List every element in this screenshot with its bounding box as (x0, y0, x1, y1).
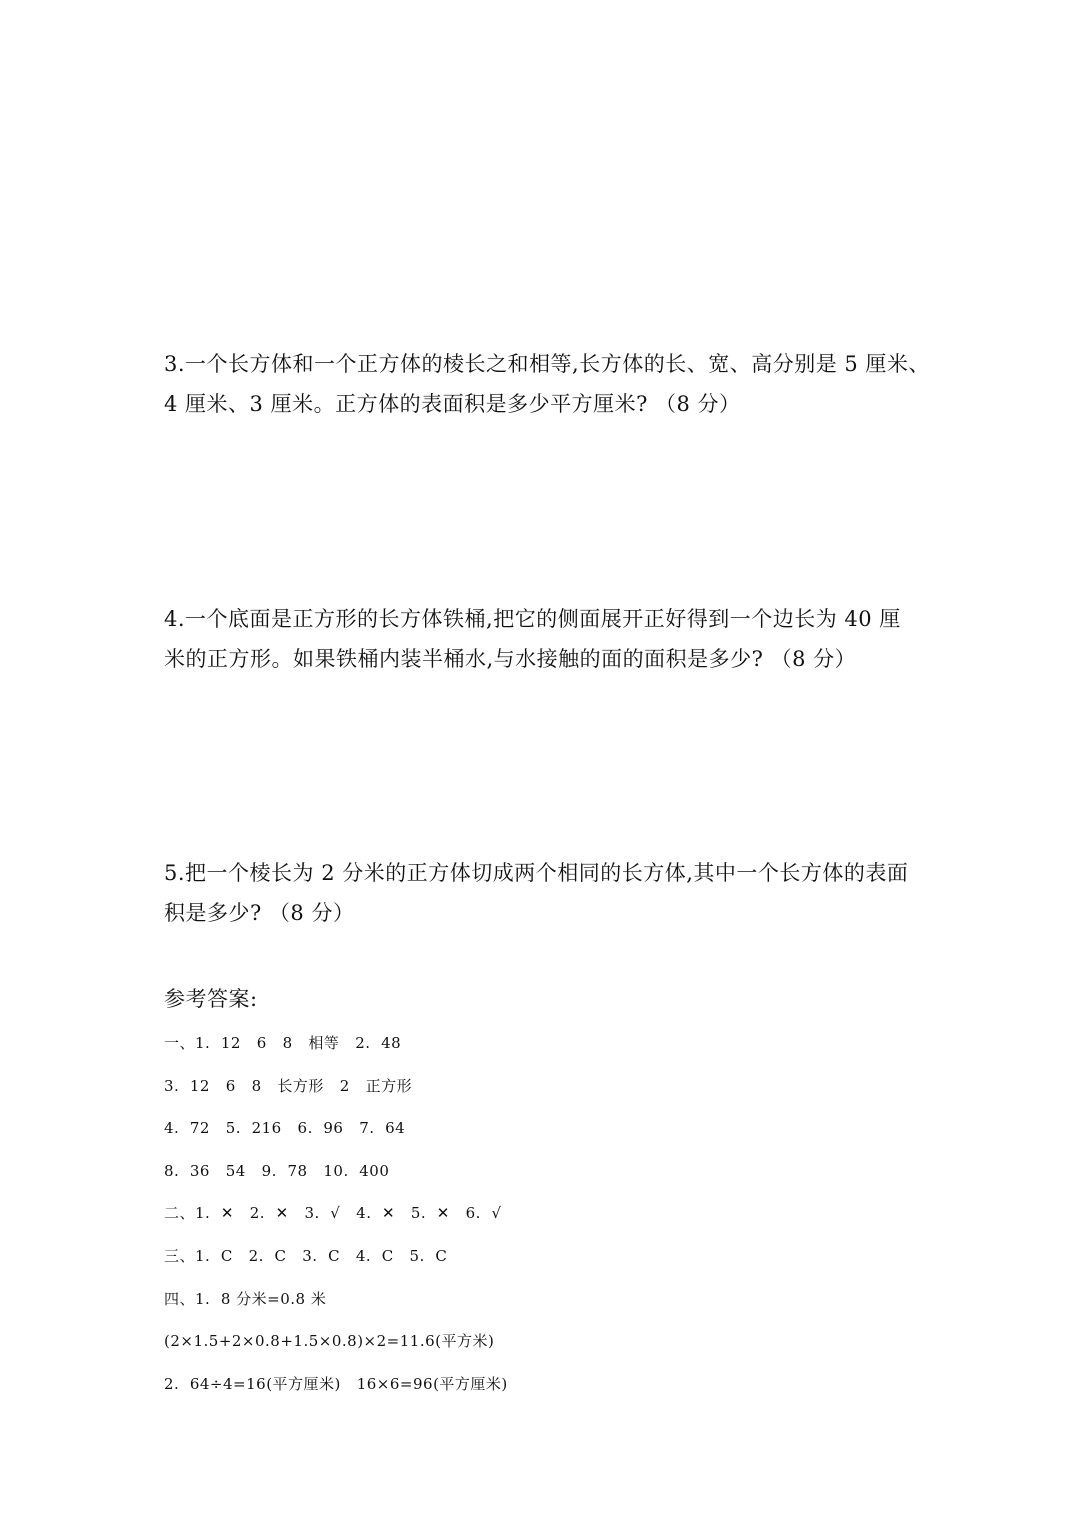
answer-key-list (164, 1029, 944, 1412)
question-4 (164, 599, 934, 679)
question-3 (164, 344, 934, 424)
answer-line: 三、1. C 2. C 3. C 4. C 5. C (164, 1246, 448, 1265)
answer-line: 3. 12 6 8 长方形 2 正方形 (164, 1076, 413, 1095)
answer-line: 一、1. 12 6 8 相等 2. 48 (164, 1034, 402, 1052)
question-3-line-2: 4 厘米、3 厘米。正方体的表面积是多少平方厘米? （8 分） (164, 392, 741, 416)
question-5 (164, 853, 934, 933)
answer-line: (2×1.5+2×0.8+1.5×0.8)×2=11.6(平方米) (164, 1332, 495, 1351)
answer-line: 4. 72 5. 216 6. 96 7. 64 (164, 1119, 406, 1138)
answer-line: 二、1. ✕ 2. ✕ 3. √ 4. ✕ 5. ✕ 6. √ (164, 1204, 502, 1223)
question-3-line-1: 3.一个长方体和一个正方体的棱长之和相等,长方体的长、宽、高分别是 5 厘米、 (164, 352, 930, 376)
answer-line: 2. 64÷4=16(平方厘米) 16×6=96(平方厘米) (164, 1374, 508, 1393)
answer-line: 四、1. 8 分米=0.8 米 (164, 1289, 327, 1308)
question-4-line-1: 4.一个底面是正方形的长方体铁桶,把它的侧面展开正好得到一个边长为 40 厘 (164, 607, 901, 631)
question-4-line-2: 米的正方形。如果铁桶内装半桶水,与水接触的面的面积是多少? （8 分） (164, 647, 857, 671)
answer-line: 8. 36 54 9. 78 10. 400 (164, 1161, 390, 1180)
question-5-line-2: 积是多少? （8 分） (164, 901, 355, 925)
answer-key-title: 参考答案: (164, 987, 258, 1011)
question-5-line-1: 5.把一个棱长为 2 分米的正方体切成两个相同的长方体,其中一个长方体的表面 (164, 861, 909, 885)
